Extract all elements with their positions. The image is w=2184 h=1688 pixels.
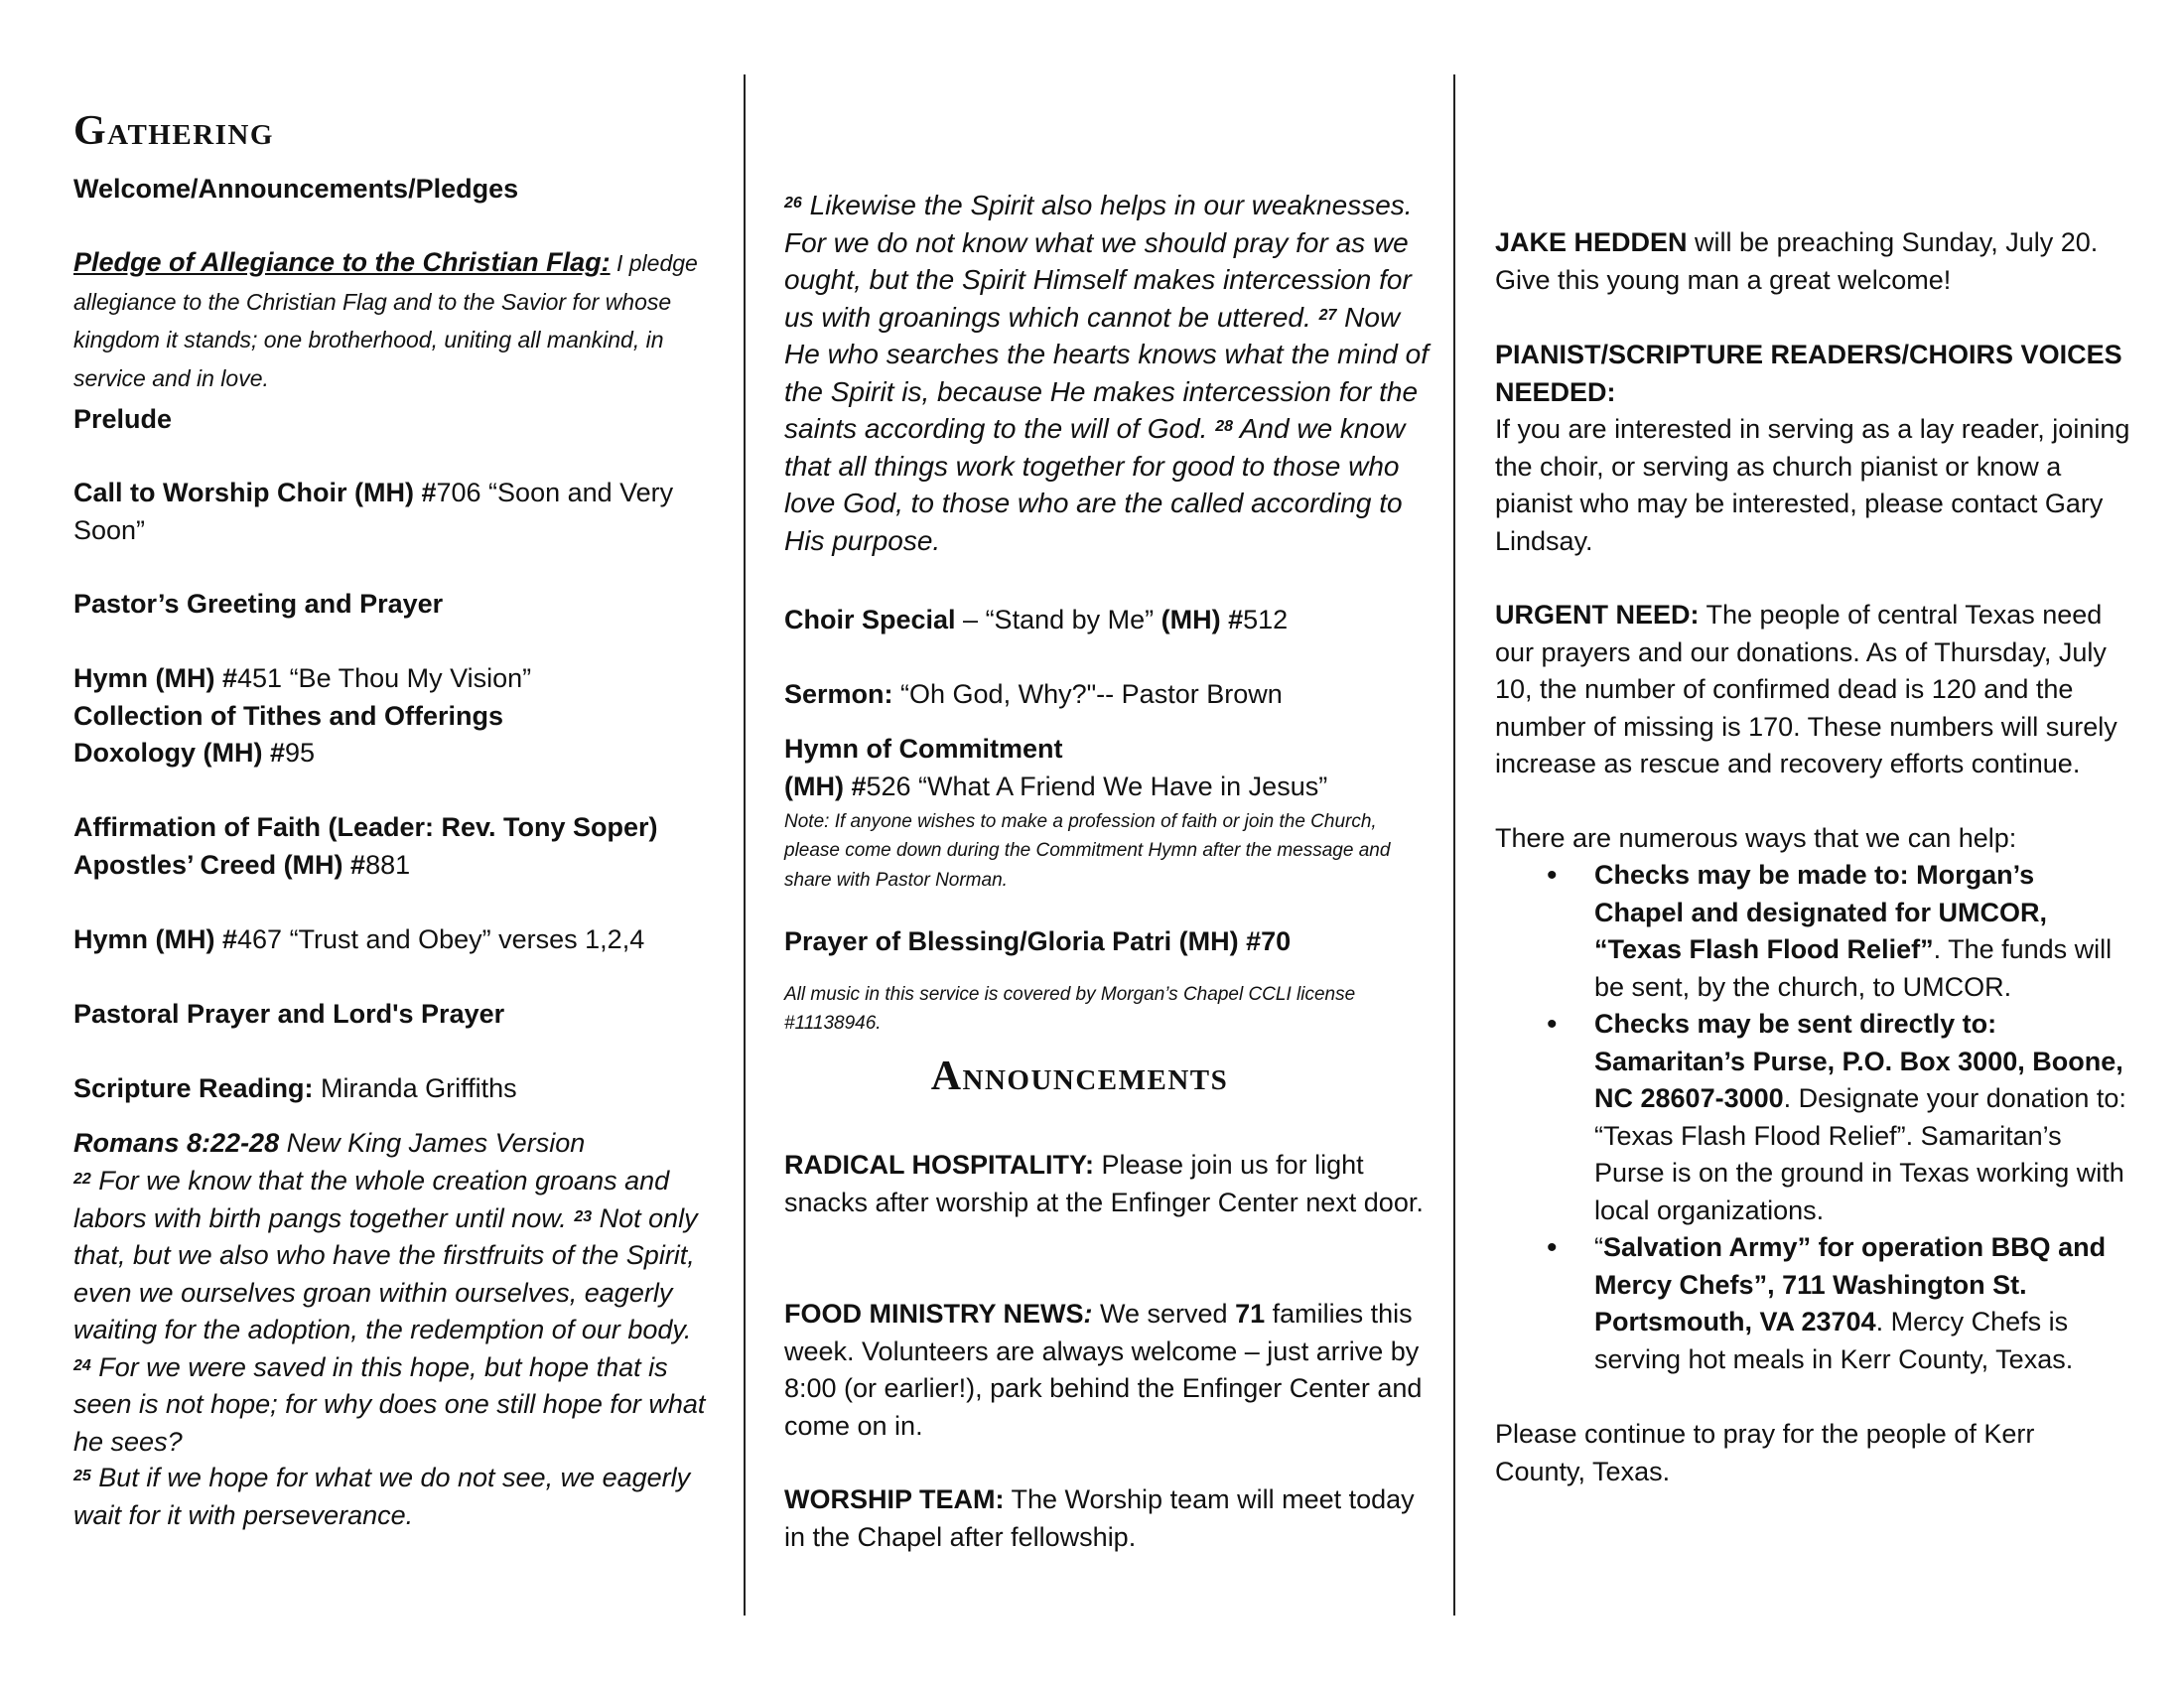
pledge-title: Pledge of Allegiance to the Christian Flag: xyxy=(73,247,611,277)
call-to-worship: Call to Worship Choir (MH) #706 “Soon and Very Soon” xyxy=(73,478,674,545)
volunteers-needed-text: If you are interested in serving as a lay reader, joining the choir, or serving as church pianist or know a pianist who may be interested, please contact Gary Lindsay. xyxy=(1495,414,2130,556)
prelude: Prelude xyxy=(73,404,173,434)
commitment-note: Note: If anyone wishes to make a profession of faith or join the Church, please come down during the Commitment Hymn after the message and share with Pastor Norman. xyxy=(784,811,1391,891)
hymn-of-commitment: (MH) #526 “What A Friend We Have in Jesus” xyxy=(784,772,1328,801)
pledge-text: I pledge allegiance to the Christian Flag and to the Savior for whose kingdom it stands; one brotherhood, uniting all mankind, in service and in love. xyxy=(73,250,698,391)
romans-verses-26-28: $^{26}$ Likewise the Spirit also helps in our weaknesses. For we do not know what we should pray for as we ought, but the Spirit Himself makes intercession for us with groanings which cannot be uttered. $^{27}$ Now He who searches the hearts knows what the mind of the Spirit is, because He makes intercession for the saints according to the will of God. $^{28}$ And we know that all things work together for good to those who love God, to those who are the called according to His purpose. xyxy=(784,190,1430,556)
romans-verses-22-24: $^{22}$ For we know that the whole creation groans and labors with birth pangs together until now. $^{23}$ Not only that, but we also who have the firstfruits of the Spirit, even we ourselves groan within ourselves, eagerly waiting for the adoption, the redemption of our body. $^{24}$ For we were saved in this hope, but hope that is seen is not hope; for why does one still hope for what he sees? xyxy=(73,1166,706,1457)
affirmation-of-faith: Affirmation of Faith (Leader: Rev. Tony Soper) xyxy=(73,812,658,842)
choir-special: Choir Special – “Stand by Me” (MH) #512 xyxy=(784,605,1289,634)
column-divider-left xyxy=(744,74,746,1616)
ways-to-help: There are numerous ways that we can help: xyxy=(1495,823,2017,853)
hymn-trust-and-obey: Hymn (MH) #467 “Trust and Obey” verses 1,2,4 xyxy=(73,924,645,954)
welcome-line: Welcome/Announcements/Pledges xyxy=(73,174,519,204)
food-ministry-news: FOOD MINISTRY NEWS: We served 71 families this week. Volunteers are always welcome – just arrive by 8:00 (or earlier!), park behind the Enfinger Center and come on in. xyxy=(784,1299,1423,1441)
donation-option-umcor: • Checks may be made to: Morgan’s Chapel and designated for UMCOR, “Texas Flash Flood Relief”. The funds will be sent, by the church, to UMCOR. xyxy=(1495,857,2130,1006)
prayer-of-blessing: Prayer of Blessing/Gloria Patri (MH) #70 xyxy=(784,926,1292,956)
gathering-heading: Gathering xyxy=(73,108,274,154)
hymn-vision: Hymn (MH) #451 “Be Thou My Vision” xyxy=(73,663,532,693)
donation-option-mercy-chefs: • “Salvation Army” for operation BBQ and Mercy Chefs”, 711 Washington St. Portsmouth, VA 23704. Mercy Chefs is serving hot meals in Kerr County, Texas. xyxy=(1495,1229,2130,1378)
collection-line: Collection of Tithes and Offerings xyxy=(73,701,504,731)
ccli-license-note: All music in this service is covered by Morgan’s Chapel CCLI license #11138946. xyxy=(784,984,1356,1035)
announcements-heading: Announcements xyxy=(930,1054,1229,1099)
closing-prayer-request: Please continue to pray for the people of Kerr County, Texas. xyxy=(1495,1419,2035,1486)
romans-verse-25: $^{25}$ But if we hope for what we do not see, we eagerly wait for it with perseverance. xyxy=(73,1463,691,1530)
sermon: Sermon: “Oh God, Why?"-- Pastor Brown xyxy=(784,679,1283,709)
donation-option-samaritans-purse: • Checks may be sent directly to: Samaritan’s Purse, P.O. Box 3000, Boone, NC 28607-3000. Designate your donation to: “Texas Flash Flood Relief”. Samaritan’s Purse is on the ground in Texas working with local organizations. xyxy=(1495,1006,2130,1229)
apostles-creed: Apostles’ Creed (MH) #881 xyxy=(73,850,411,880)
hymn-of-commitment-title: Hymn of Commitment xyxy=(784,734,1063,764)
pastor-greeting: Pastor’s Greeting and Prayer xyxy=(73,589,444,619)
radical-hospitality: RADICAL HOSPITALITY: Please join us for light snacks after worship at the Enfinger Center next door. xyxy=(784,1150,1424,1217)
doxology: Doxology (MH) #95 xyxy=(73,738,316,768)
jake-hedden-announcement: JAKE HEDDEN will be preaching Sunday, July 20. Give this young man a great welcome! xyxy=(1495,227,2099,295)
scripture-reading: Scripture Reading: Miranda Griffiths xyxy=(73,1073,517,1103)
romans-reference: Romans 8:22-28 New King James Version xyxy=(73,1128,586,1158)
column-divider-right xyxy=(1453,74,1455,1616)
donation-options-list xyxy=(1495,857,2130,1378)
pastoral-prayer: Pastoral Prayer and Lord's Prayer xyxy=(73,999,505,1029)
pledge-paragraph xyxy=(73,244,709,399)
volunteers-needed-title: PIANIST/SCRIPTURE READERS/CHOIRS VOICES NEEDED: xyxy=(1495,340,2122,407)
urgent-need: URGENT NEED: The people of central Texas need our prayers and our donations. As of Thursday, July 10, the number of confirmed dead is 120 and the number of missing is 170. These numbers will surely increase as rescue and recovery efforts continue. xyxy=(1495,600,2117,778)
worship-team: WORSHIP TEAM: The Worship team will meet today in the Chapel after fellowship. xyxy=(784,1484,1415,1552)
